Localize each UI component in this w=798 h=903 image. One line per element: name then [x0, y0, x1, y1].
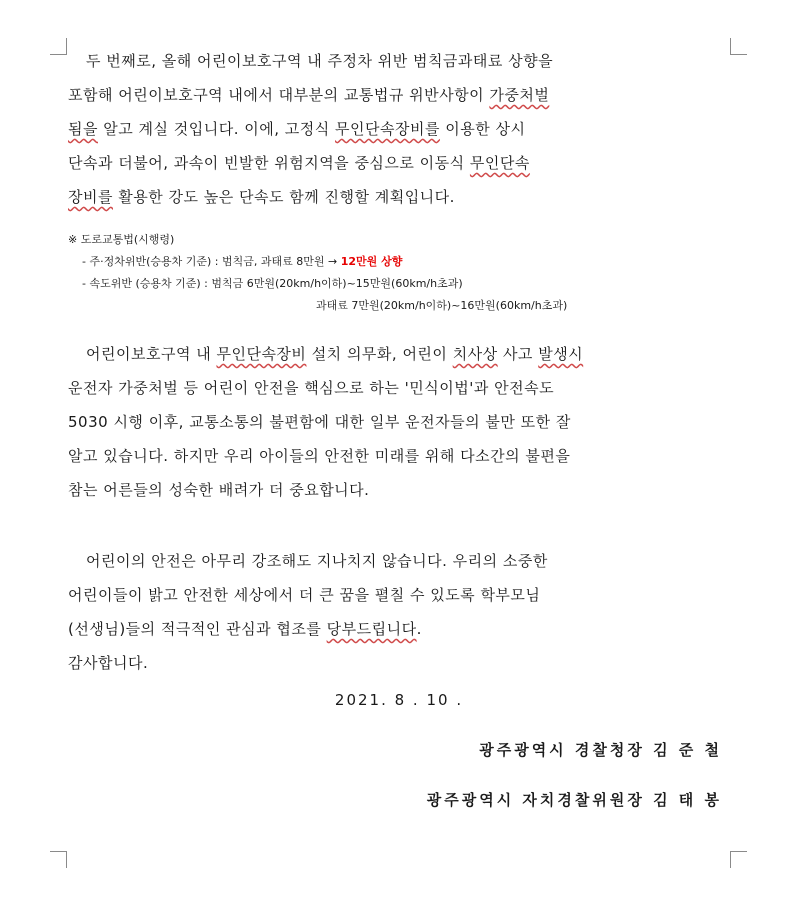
text-line: 어린이의 안전은 아무리 강조해도 지나치지 않습니다. 우리의 소중한 — [86, 552, 548, 570]
text-line: 포함해 어린이보호구역 내에서 대부분의 교통법규 위반사항이 가중처벌 — [68, 86, 550, 104]
text-line: 장비를 활용한 강도 높은 단속도 함께 진행할 계획입니다. — [68, 188, 455, 206]
text-line: 두 번째로, 올해 어린이보호구역 내 주정차 위반 범칙금과태료 상향을 — [86, 52, 554, 70]
page-corner-mark — [730, 851, 747, 868]
text-line: 참는 어른들의 성숙한 배려가 더 중요합니다. — [68, 481, 370, 499]
text-line: 어린이보호구역 내 무인단속장비 설치 의무화, 어린이 치사상 사고 발생시 — [86, 345, 584, 363]
text-line: 알고 있습니다. 하지만 우리 아이들의 안전한 미래를 위해 다소간의 불편을 — [68, 447, 571, 465]
document-date: 2021. 8 . 10 . — [334, 691, 464, 709]
law-note-parking: - 주·정차위반(승용차 기준) : 범칙금, 과태료 8만원 → 12만원 상향 — [82, 255, 403, 268]
text-line: 어린이들이 밝고 안전한 세상에서 더 큰 꿈을 펼칠 수 있도록 학부모님 — [68, 586, 541, 604]
text-line: 감사합니다. — [68, 654, 149, 672]
page-corner-mark — [50, 851, 67, 868]
law-note — [68, 229, 728, 317]
law-note-speeding: - 속도위반 (승용차 기준) : 범칙금 6만원(20km/h이하)~15만원(60km/h초과) — [82, 277, 463, 290]
text-line: 운전자 가중처벌 등 어린이 안전을 핵심으로 하는 '민식이법'과 안전속도 — [68, 379, 555, 397]
text-line: 됨을 알고 계실 것입니다. 이에, 고정식 무인단속장비를 이용한 상시 — [68, 120, 526, 138]
page-corner-mark — [50, 38, 67, 55]
text-line: (선생님)들의 적극적인 관심과 협조를 당부드립니다. — [68, 620, 422, 638]
signature-police-chief: 광주광역시 경찰청장 김 준 철 — [479, 741, 722, 759]
page-corner-mark — [730, 38, 747, 55]
text-line: 단속과 더불어, 과속이 빈발한 위험지역을 중심으로 이동식 무인단속 — [68, 154, 530, 172]
law-note-fine: 과태료 7만원(20km/h이하)~16만원(60km/h초과) — [316, 299, 568, 312]
law-note-title: ※ 도로교통법(시행령) — [68, 233, 175, 246]
text-line: 5030 시행 이후, 교통소통의 불편함에 대한 일부 운전자들의 불만 또한 잘 — [68, 413, 571, 431]
signature-committee-chair: 광주광역시 자치경찰위원장 김 태 봉 — [426, 791, 722, 809]
paragraph-request — [68, 337, 728, 507]
paragraph-closing — [68, 544, 728, 680]
penalty-increase: 12만원 상향 — [340, 255, 403, 268]
paragraph-enforcement — [68, 44, 728, 214]
